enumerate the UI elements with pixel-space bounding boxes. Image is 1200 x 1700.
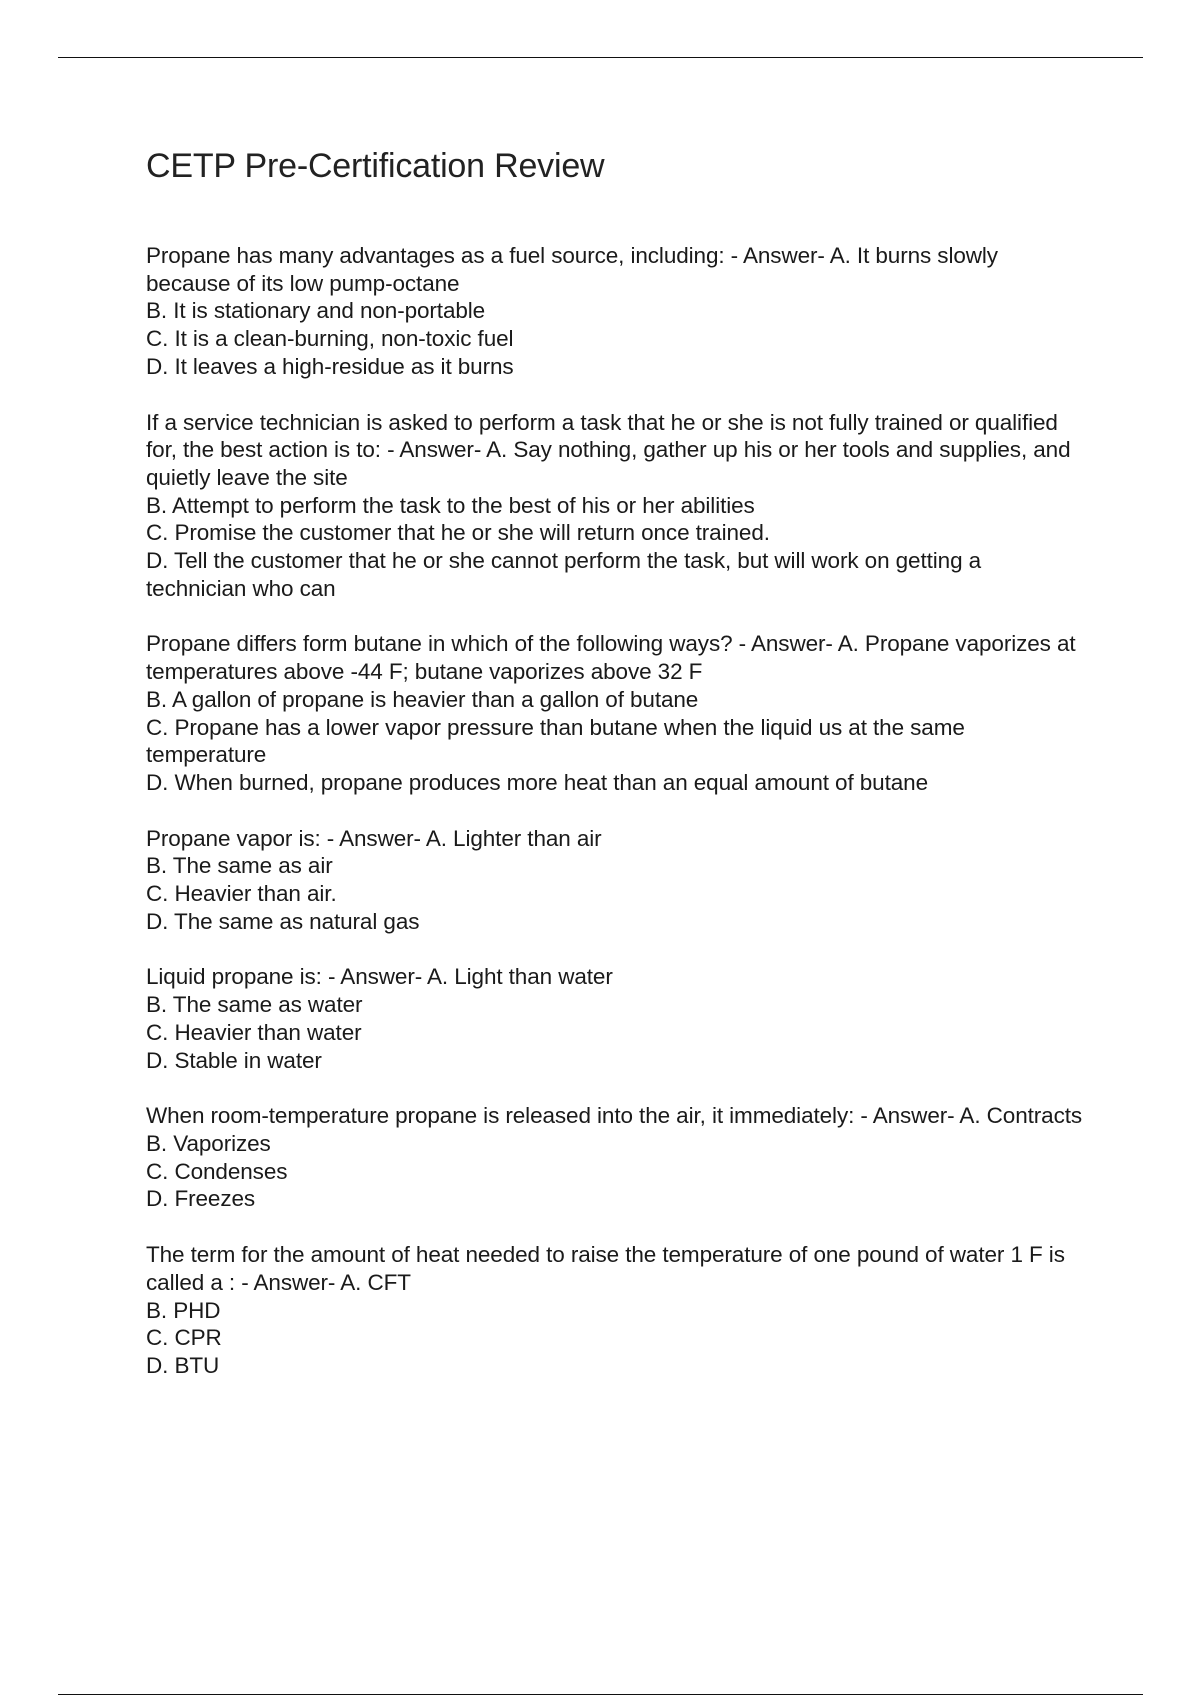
option-d: D. BTU — [146, 1352, 220, 1378]
option-d: D. Freezes — [146, 1186, 256, 1212]
question-prompt: Propane vapor is: - Answer- A. Lighter than air — [146, 825, 602, 851]
option-b: B. Vaporizes — [146, 1130, 271, 1156]
bottom-rule — [58, 1694, 1143, 1695]
option-b: B. PHD — [146, 1297, 221, 1323]
question-prompt: When room-temperature propane is released into the air, it immediately: - Answer- A. Contracts — [146, 1103, 1083, 1129]
page-title: CETP Pre-Certification Review — [146, 147, 605, 185]
option-b: B. A gallon of propane is heavier than a gallon of butane — [146, 686, 699, 712]
question-prompt: Propane differs form butane in which of the following ways? - Answer- A. Propane vaporizes at temperatures above -44 F; butane vaporizes above 32 F — [146, 631, 1076, 685]
question-6 — [146, 1102, 1086, 1213]
option-c: C. CPR — [146, 1325, 222, 1351]
option-d: D. Stable in water — [146, 1047, 322, 1073]
option-d: D. It leaves a high-residue as it burns — [146, 353, 514, 379]
top-rule — [58, 57, 1143, 58]
option-b: B. It is stationary and non-portable — [146, 298, 486, 324]
question-3 — [146, 630, 1086, 796]
question-prompt: If a service technician is asked to perform a task that he or she is not fully trained or qualified for, the best action is to: - Answer- A. Say nothing, gather up his or her tools and supplies, and quietly leave the site — [146, 409, 1071, 490]
option-b: B. Attempt to perform the task to the best of his or her abilities — [146, 492, 755, 518]
question-prompt: Propane has many advantages as a fuel source, including: - Answer- A. It burns slowly because of its low pump-octane — [146, 243, 998, 296]
option-b: B. The same as water — [146, 992, 363, 1018]
option-c: C. Heavier than air. — [146, 881, 337, 907]
question-2 — [146, 409, 1086, 603]
option-c: C. Heavier than water — [146, 1019, 362, 1045]
option-b: B. The same as air — [146, 853, 333, 879]
option-c: C. Promise the customer that he or she will return once trained. — [146, 520, 770, 546]
option-d: D. When burned, propane produces more heat than an equal amount of butane — [146, 769, 928, 795]
option-d: D. Tell the customer that he or she cannot perform the task, but will work on getting a technician who can — [146, 548, 982, 601]
option-d: D. The same as natural gas — [146, 908, 420, 934]
option-c: C. Condenses — [146, 1158, 288, 1184]
question-prompt: Liquid propane is: - Answer- A. Light than water — [146, 964, 613, 990]
question-5 — [146, 963, 1086, 1074]
option-c: C. It is a clean-burning, non-toxic fuel — [146, 326, 514, 352]
option-c: C. Propane has a lower vapor pressure than butane when the liquid us at the same temperature — [146, 714, 965, 768]
document-body — [146, 140, 1086, 1408]
question-prompt: The term for the amount of heat needed to raise the temperature of one pound of water 1 F is called a : - Answer- A. CFT — [146, 1242, 1065, 1295]
question-4 — [146, 825, 1086, 936]
question-7 — [146, 1241, 1086, 1380]
question-1 — [146, 242, 1086, 381]
